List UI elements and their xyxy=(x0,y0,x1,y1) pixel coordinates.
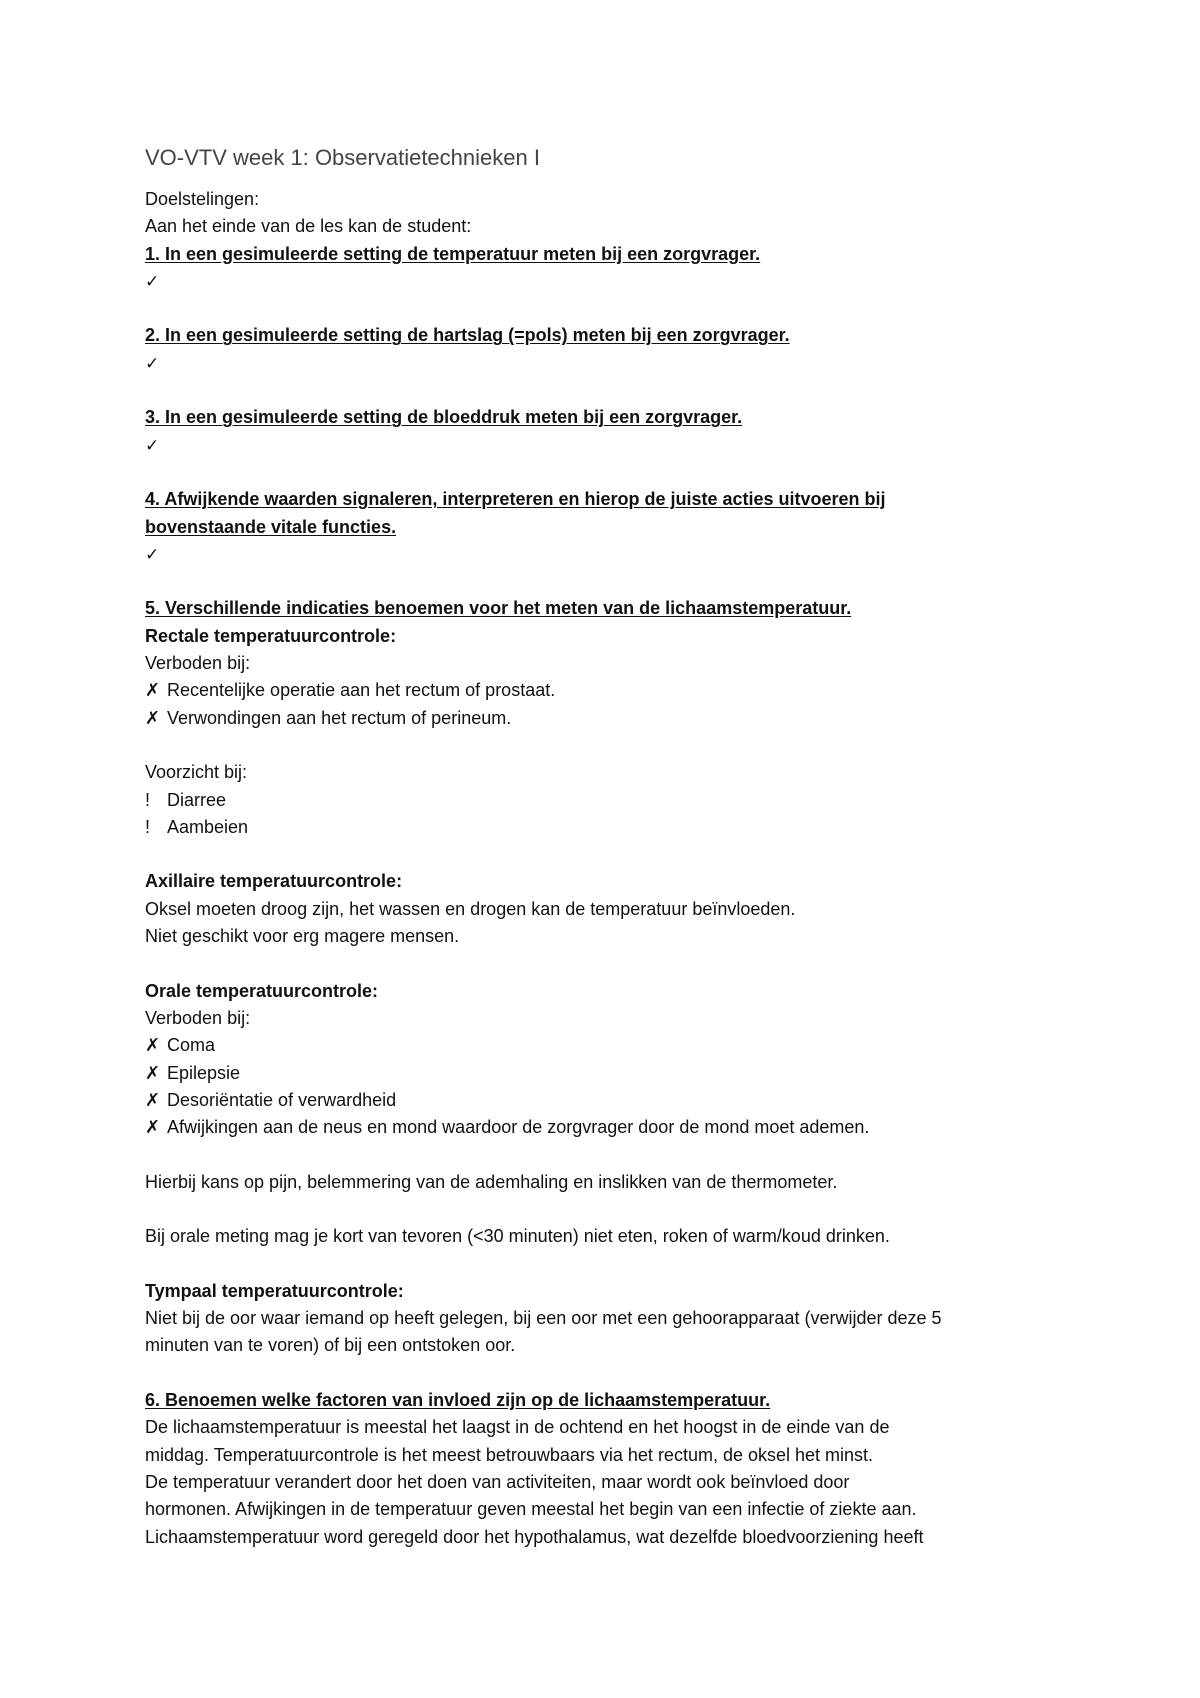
tympanic-heading: Tympaal temperatuurcontrole: xyxy=(145,1280,404,1301)
list-item xyxy=(145,1032,1065,1059)
objective-5: 5. Verschillende indicaties benoemen voor het meten van de lichaamstemperatuur. xyxy=(145,598,852,619)
list-item-text: Epilepsie xyxy=(167,1062,241,1083)
exclamation-icon: ! xyxy=(145,816,151,837)
oral-note-1: Hierbij kans op pijn, belemmering van de ademhaling en inslikken van de thermometer. xyxy=(145,1171,838,1192)
spacer xyxy=(145,1141,1065,1168)
check-icon: ✓ xyxy=(145,271,160,291)
axillary-text-1: Oksel moeten droog zijn, het wassen en drogen kan de temperatuur beïnvloeden. xyxy=(145,898,796,919)
rectal-verboden-label: Verboden bij: xyxy=(145,653,251,674)
list-item-text: Afwijkingen aan de neus en mond waardoor de zorgvrager door de mond moet ademen. xyxy=(167,1117,870,1138)
list-item xyxy=(145,787,1065,814)
axillary-heading: Axillaire temperatuurcontrole: xyxy=(145,871,403,892)
document-title: VO-VTV week 1: Observatietechnieken I xyxy=(145,145,540,170)
factors-line-2: middag. Temperatuurcontrole is het meest betrouwbaars via het rectum, de oksel het minst. xyxy=(145,1444,874,1465)
objective-4-line-1: 4. Afwijkende waarden signaleren, interpreteren en hierop de juiste acties uitvoeren bij xyxy=(145,489,886,510)
cross-icon: ✗ xyxy=(145,1089,161,1110)
objective-3: 3. In een gesimuleerde setting de bloeddruk meten bij een zorgvrager. xyxy=(145,407,743,428)
rectal-heading: Rectale temperatuurcontrole: xyxy=(145,625,397,646)
check-icon: ✓ xyxy=(145,435,160,455)
factors-line-3: De temperatuur verandert door het doen van activiteiten, maar wordt ook beïnvloed door xyxy=(145,1471,850,1492)
spacer xyxy=(145,377,1065,404)
objective-1: 1. In een gesimuleerde setting de temperatuur meten bij een zorgvrager. xyxy=(145,243,761,264)
cross-icon: ✗ xyxy=(145,1117,161,1138)
tympanic-text-2: minuten van te voren) of bij een ontstoken oor. xyxy=(145,1335,516,1356)
spacer xyxy=(145,1196,1065,1223)
list-item xyxy=(145,705,1065,732)
axillary-text-2: Niet geschikt voor erg magere mensen. xyxy=(145,926,460,947)
objective-2: 2. In een gesimuleerde setting de hartslag (=pols) meten bij een zorgvrager. xyxy=(145,325,790,346)
list-item-text: Coma xyxy=(167,1035,216,1056)
spacer xyxy=(145,950,1065,977)
spacer xyxy=(145,1360,1065,1387)
factors-line-4: hormonen. Afwijkingen in de temperatuur geven meestal het begin van een infectie of ziekte aan. xyxy=(145,1499,917,1520)
rectal-voorzicht-label: Voorzicht bij: xyxy=(145,762,248,783)
cross-icon: ✗ xyxy=(145,1062,161,1083)
spacer xyxy=(145,841,1065,868)
cross-icon: ✗ xyxy=(145,707,161,728)
oral-heading: Orale temperatuurcontrole: xyxy=(145,980,379,1001)
goals-intro: Aan het einde van de les kan de student: xyxy=(145,216,472,237)
list-item xyxy=(145,814,1065,841)
spacer xyxy=(145,459,1065,486)
factors-line-5: Lichaamstemperatuur word geregeld door het hypothalamus, wat dezelfde bloedvoorziening heeft xyxy=(145,1526,924,1547)
list-item xyxy=(145,677,1065,704)
list-item-text: Diarree xyxy=(167,789,227,810)
list-item-text: Desoriëntatie of verwardheid xyxy=(167,1089,397,1110)
list-item-text: Aambeien xyxy=(167,816,249,837)
check-icon: ✓ xyxy=(145,353,160,373)
objective-4-line-2: bovenstaande vitale functies. xyxy=(145,516,397,537)
tympanic-text-1: Niet bij de oor waar iemand op heeft gelegen, bij een oor met een gehoorapparaat (verwijder deze 5 xyxy=(145,1308,942,1329)
list-item xyxy=(145,1087,1065,1114)
spacer xyxy=(145,568,1065,595)
cross-icon: ✗ xyxy=(145,680,161,701)
spacer xyxy=(145,295,1065,322)
factors-line-1: De lichaamstemperatuur is meestal het laagst in de ochtend en het hoogst in de einde van de xyxy=(145,1417,890,1438)
spacer xyxy=(145,1251,1065,1278)
objective-6: 6. Benoemen welke factoren van invloed zijn op de lichaamstemperatuur. xyxy=(145,1390,771,1411)
check-icon: ✓ xyxy=(145,544,160,564)
list-item xyxy=(145,1060,1065,1087)
oral-verboden-label: Verboden bij: xyxy=(145,1007,251,1028)
spacer xyxy=(145,732,1065,759)
list-item-text: Verwondingen aan het rectum of perineum. xyxy=(167,707,512,728)
goals-label: Doelstelingen: xyxy=(145,189,260,209)
oral-note-2: Bij orale meting mag je kort van tevoren (<30 minuten) niet eten, roken of warm/koud drinken. xyxy=(145,1226,890,1247)
exclamation-icon: ! xyxy=(145,789,151,810)
list-item-text: Recentelijke operatie aan het rectum of prostaat. xyxy=(167,680,556,701)
cross-icon: ✗ xyxy=(145,1035,161,1056)
document-body xyxy=(145,140,1065,1551)
list-item xyxy=(145,1114,1065,1141)
